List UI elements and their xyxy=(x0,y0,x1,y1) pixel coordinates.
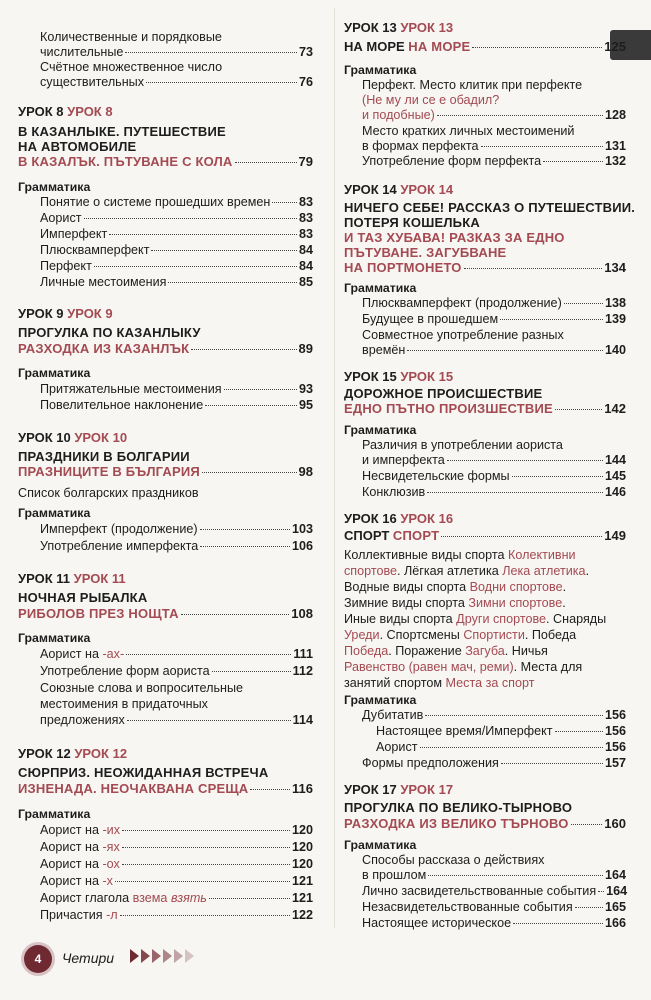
toc-entry[interactable]: Аорист на -х 121 xyxy=(40,874,313,888)
toc-lesson-entry[interactable]: РАЗХОДКА ИЗ КАЗАНЛЪК 89 xyxy=(18,341,313,356)
toc-entry[interactable]: Аорист 83 xyxy=(40,211,313,225)
grammar-heading: Грамматика xyxy=(344,838,417,852)
lesson-title-bg: ПЪТУВАНЕ. ЗАГУБВАНЕ xyxy=(344,245,507,260)
toc-entry[interactable]: Аорист на -ях 120 xyxy=(40,840,313,854)
column-divider xyxy=(334,8,335,928)
toc-lesson-entry[interactable]: ПРАЗНИЦИТЕ В БЪЛГАРИЯ 98 xyxy=(18,464,313,479)
lesson-heading: УРОК 16 УРОК 16 xyxy=(344,511,454,526)
toc-entry[interactable]: Понятие о системе прошедших времен 83 xyxy=(40,195,313,209)
toc-entry[interactable]: существительных 76 xyxy=(40,75,313,89)
arrow-icon xyxy=(130,949,139,963)
lesson-title-ru: СЮРПРИЗ. НЕОЖИДАННАЯ ВСТРЕЧА xyxy=(18,765,269,780)
arrow-icon xyxy=(174,949,183,963)
grammar-heading: Грамматика xyxy=(18,366,91,380)
page-number-badge: 4 xyxy=(24,945,52,973)
vocab-line: Зимние виды спорта Зимни спортове. xyxy=(344,596,566,610)
grammar-heading: Грамматика xyxy=(344,63,417,77)
lesson-title-ru: ПОТЕРЯ КОШЕЛЬКА xyxy=(344,215,480,230)
toc-entry[interactable]: Употребление имперфекта 106 xyxy=(40,539,313,553)
lesson-heading: УРОК 15 УРОК 15 xyxy=(344,369,454,384)
toc-entry[interactable]: Настоящее время/Имперфект 156 xyxy=(376,724,626,738)
arrow-icon xyxy=(141,949,150,963)
grammar-heading: Грамматика xyxy=(344,423,417,437)
toc-lesson-entry[interactable]: НА МОРЕ НА МОРЕ 125 xyxy=(344,39,626,54)
toc-text: Различия в употреблении аориста xyxy=(362,438,563,452)
toc-entry[interactable]: Конклюзив 146 xyxy=(362,485,626,499)
arrow-icon xyxy=(152,949,161,963)
toc-entry[interactable]: Употребление форм перфекта 132 xyxy=(362,154,626,168)
vocab-line: Водные виды спорта Водни спортове. xyxy=(344,580,567,594)
toc-lesson-entry[interactable]: ЕДНО ПЪТНО ПРОИЗШЕСТВИЕ 142 xyxy=(344,401,626,416)
toc-entry[interactable]: Лично засвидетельствованные события 164 xyxy=(362,884,628,898)
toc-entry[interactable]: предложениях 114 xyxy=(40,713,313,727)
toc-entry[interactable]: Плюсквамперфект 84 xyxy=(40,243,313,257)
toc-entry[interactable]: Притяжательные местоимения 93 xyxy=(40,382,313,396)
grammar-heading: Грамматика xyxy=(344,281,417,295)
toc-text: местоимения в придаточных xyxy=(40,697,208,711)
vocab-line: Равенство (равен мач, реми). Места для xyxy=(344,660,583,674)
vocab-line: спортове. Лёгкая атлетика Лека атлетика. xyxy=(344,564,590,578)
toc-entry[interactable]: Аорист на -их 120 xyxy=(40,823,313,837)
arrows-decoration xyxy=(130,949,194,963)
lesson-heading: УРОК 8 УРОК 8 xyxy=(18,104,113,119)
toc-text: Количественные и порядковые xyxy=(40,30,222,44)
arrow-icon xyxy=(163,949,172,963)
vocab-line: Уреди. Спортсмены Спортисти. Победа xyxy=(344,628,577,642)
toc-entry[interactable]: Аорист на -ох 120 xyxy=(40,857,313,871)
toc-entry[interactable]: Плюсквамперфект (продолжение) 138 xyxy=(362,296,626,310)
toc-lesson-entry[interactable]: РИБОЛОВ ПРЕЗ НОЩТА 108 xyxy=(18,606,313,621)
lesson-heading: УРОК 14 УРОК 14 xyxy=(344,182,454,197)
toc-entry[interactable]: Несвидетельские формы 145 xyxy=(362,469,626,483)
toc-entry[interactable]: Будущее в прошедшем 139 xyxy=(362,312,626,326)
toc-entry[interactable]: Употребление форм аориста 112 xyxy=(40,664,313,678)
toc-lesson-entry[interactable]: РАЗХОДКА ИЗ ВЕЛИКО ТЪРНОВО 160 xyxy=(344,816,626,831)
grammar-heading: Грамматика xyxy=(18,180,91,194)
vocab-line: Иные виды спорта Други спортове. Снаряды xyxy=(344,612,607,626)
lesson-title-ru: ДОРОЖНОЕ ПРОИСШЕСТВИЕ xyxy=(344,386,543,401)
toc-lesson-entry[interactable]: НА ПОРТМОНЕТО 134 xyxy=(344,260,626,275)
toc-entry[interactable]: Причастия -л 122 xyxy=(40,908,313,922)
toc-entry[interactable]: Аорист 156 xyxy=(376,740,626,754)
lesson-title-ru: НА АВТОМОБИЛЕ xyxy=(18,139,137,154)
toc-entry[interactable]: Аорист глагола взема взять 121 xyxy=(40,891,313,905)
toc-entry[interactable]: Незасвидетельствованные события 165 xyxy=(362,900,626,914)
grammar-heading: Грамматика xyxy=(18,631,91,645)
lesson-heading: УРОК 13 УРОК 13 xyxy=(344,20,454,35)
lesson-heading: УРОК 12 УРОК 12 xyxy=(18,746,128,761)
toc-text: Способы рассказа о действиях xyxy=(362,853,545,867)
lesson-title-ru: ПРАЗДНИКИ В БОЛГАРИИ xyxy=(18,449,190,464)
toc-text: Союзные слова и вопросительные xyxy=(40,681,244,695)
toc-entry[interactable]: Настоящее историческое 166 xyxy=(362,916,626,930)
grammar-heading: Грамматика xyxy=(344,693,417,707)
vocab-line: Победа. Поражение Загуба. Ничья xyxy=(344,644,548,658)
toc-entry[interactable]: в прошлом 164 xyxy=(362,868,626,882)
toc-entry[interactable]: Имперфект 83 xyxy=(40,227,313,241)
lesson-heading: УРОК 11 УРОК 11 xyxy=(18,571,126,586)
toc-entry[interactable]: Личные местоимения 85 xyxy=(40,275,313,289)
toc-text[interactable]: Список болгарских праздников xyxy=(18,486,199,500)
toc-entry[interactable]: в формах перфекта 131 xyxy=(362,139,626,153)
lesson-title-ru: НИЧЕГО СЕБЕ! РАССКАЗ О ПУТЕШЕСТВИИ. xyxy=(344,200,636,215)
toc-text: Счётное множественное число xyxy=(40,60,223,74)
vocab-line: занятий спортом Места за спорт xyxy=(344,676,535,690)
lesson-title-ru: ПРОГУЛКА ПО КАЗАНЛЫКУ xyxy=(18,325,201,340)
toc-entry[interactable]: Повелительное наклонение 95 xyxy=(40,398,313,412)
toc-text: Совместное употребление разных xyxy=(362,328,564,342)
toc-entry[interactable]: времён 140 xyxy=(362,343,626,357)
lesson-heading: УРОК 10 УРОК 10 xyxy=(18,430,128,445)
lesson-title-bg: И ТАЗ ХУБАВА! РАЗКАЗ ЗА ЕДНО xyxy=(344,230,565,245)
lesson-heading: УРОК 9 УРОК 9 xyxy=(18,306,113,321)
lesson-title-ru: НОЧНАЯ РЫБАЛКА xyxy=(18,590,148,605)
toc-lesson-entry[interactable]: СПОРТ СПОРТ 149 xyxy=(344,528,626,543)
toc-entry[interactable]: и подобные) 128 xyxy=(362,108,626,122)
toc-entry[interactable]: Формы предположения 157 xyxy=(362,756,626,770)
toc-entry[interactable]: Аорист на -ах- 111 xyxy=(40,647,313,661)
toc-text: (Не му ли се е обадил? xyxy=(362,93,500,107)
lesson-heading: УРОК 17 УРОК 17 xyxy=(344,782,454,797)
toc-text: Перфект. Место клитик при перфекте xyxy=(362,78,583,92)
page-number-word: Четири xyxy=(62,950,115,966)
grammar-heading: Грамматика xyxy=(18,506,91,520)
toc-text: Место кратких личных местоимений xyxy=(362,124,575,138)
toc-lesson-entry[interactable]: В КАЗАЛЪК. ПЪТУВАНЕ С КОЛА 79 xyxy=(18,154,313,169)
toc-entry[interactable]: Дубитатив 156 xyxy=(362,708,626,722)
lesson-title-ru: ПРОГУЛКА ПО ВЕЛИКО-ТЫРНОВО xyxy=(344,800,573,815)
toc-entry[interactable]: и имперфекта 144 xyxy=(362,453,626,467)
vocab-line: Коллективные виды спорта Колективни xyxy=(344,548,576,562)
toc-lesson-entry[interactable]: ИЗНЕНАДА. НЕОЧАКВАНА СРЕЩА 116 xyxy=(18,781,313,796)
toc-entry[interactable]: Имперфект (продолжение) 103 xyxy=(40,522,313,536)
toc-entry[interactable]: Перфект 84 xyxy=(40,259,313,273)
lesson-title-ru: В КАЗАНЛЫКЕ. ПУТЕШЕСТВИЕ xyxy=(18,124,226,139)
toc-entry[interactable]: числительные 73 xyxy=(40,45,313,59)
grammar-heading: Грамматика xyxy=(18,807,91,821)
arrow-icon xyxy=(185,949,194,963)
